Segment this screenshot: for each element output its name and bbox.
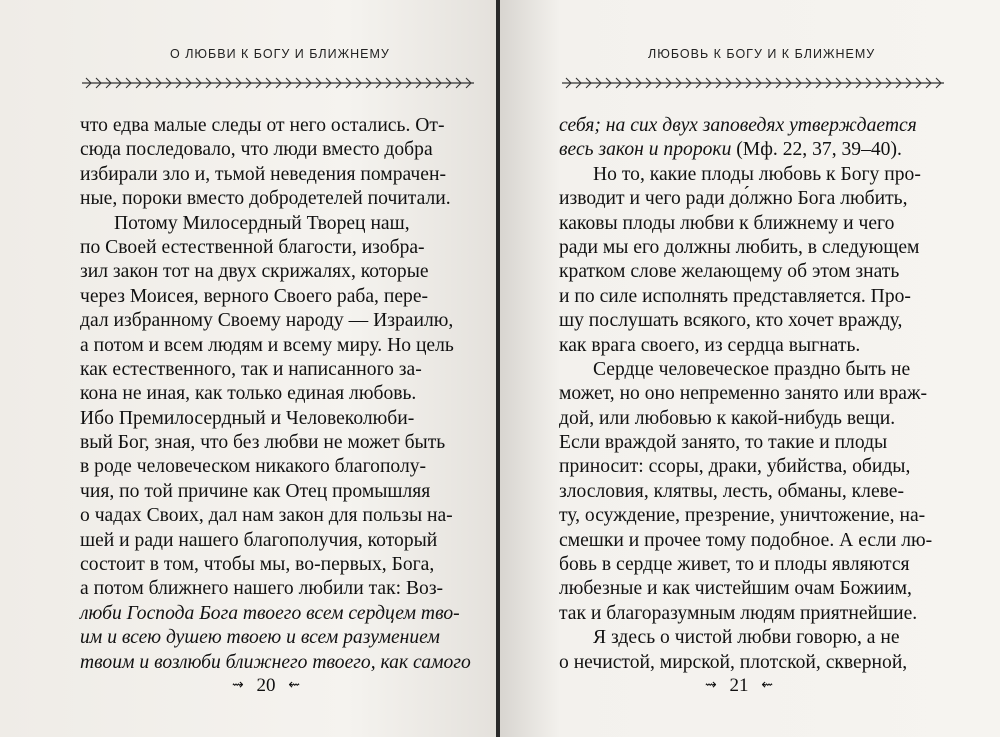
text-line: вый Бог, зная, что без любви не может быть	[80, 432, 446, 454]
text-line: твоим и возлюби ближнего твоего, как самого	[80, 651, 471, 673]
text-line: дал избранному Своему народу — Израилю,	[80, 310, 454, 332]
text-line: в роде человеческом никакого благополу-	[80, 456, 427, 478]
text-line: кратком слове желающему об этом знать	[559, 261, 900, 283]
text-line: Я здесь о чистой любви говорю, а не	[593, 627, 900, 649]
text-line: как врага своего, из сердца выгнать.	[559, 334, 861, 356]
text-line: о чадах Своих, дал нам закон для пользы на-	[80, 505, 453, 527]
text-line: смешки и прочее тому подобное. А если лю-	[559, 529, 933, 551]
text-line: что едва малые следы от него остались. От-	[80, 115, 445, 136]
text-line: состоит в том, чтобы мы, во-первых, Бога,	[80, 554, 435, 576]
text-line: сюда последовало, что люди вместо добра	[80, 139, 433, 161]
page-number: 21	[729, 675, 749, 696]
text-line: ради мы его должны любить, в следующем	[559, 236, 920, 258]
ornament-divider	[80, 76, 476, 90]
page-number: 20	[256, 675, 276, 696]
text-line: кона не иная, как только единая любовь.	[80, 383, 417, 405]
body-text	[80, 114, 480, 675]
folio-arrow-icon: ⇜	[761, 677, 773, 693]
text-line: о нечистой, мирской, плотской, скверной,	[559, 651, 908, 673]
folio-arrow-icon: ⇜	[288, 677, 300, 693]
running-header: О ЛЮБВИ К БОГУ И БЛИЖНЕМУ	[170, 47, 390, 61]
text-line: им и всею душею твоею и всем разумением	[80, 627, 440, 649]
text-line: ные, пороки вместо добродетелей почитали.	[80, 188, 451, 210]
text-line: Потому Милосердный Творец наш,	[114, 212, 410, 234]
text-line: избирали зло и, тьмой неведения помрачен-	[80, 163, 446, 185]
text-line: дой, или любовью к какой-нибудь вещи.	[559, 407, 896, 429]
text-line: а потом и всем людям и всему миру. Но цель	[80, 334, 454, 356]
ornament-divider	[560, 76, 946, 90]
text-line: шу послушать всякого, кто хочет вражду,	[559, 310, 903, 332]
text-line: люби Господа Бога твоего всем сердцем тво-	[80, 602, 460, 624]
text-line: злословия, клятвы, лесть, обманы, клеве-	[559, 480, 904, 502]
text-line: каковы плоды любви к ближнему и чего	[559, 212, 895, 234]
text-line: чия, по той причине как Отец промышляя	[80, 480, 431, 502]
page-number-block	[705, 675, 773, 697]
text-line: как естественного, так и написанного за-	[80, 358, 422, 380]
text-line: Ибо Премилосердный и Человеколюби-	[80, 407, 415, 429]
running-header: ЛЮБОВЬ К БОГУ И К БЛИЖНЕМУ	[648, 47, 876, 61]
text-line: ту, осуждение, презрение, уничтожение, на-	[559, 505, 926, 527]
text-line: приносит: ссоры, драки, убийства, обиды,	[559, 456, 911, 478]
left-page	[0, 0, 498, 737]
text-line: и по силе исполнять представляется. Про-	[559, 285, 911, 307]
text-line: может, но оно непременно занято или враж-	[559, 383, 928, 405]
text-line: изводит и чего ради до́лжно Бога любить,	[559, 188, 908, 210]
right-page	[500, 0, 1000, 737]
text-line: Сердце человеческое праздно быть не	[593, 358, 911, 380]
text-line: зил закон тот на двух скрижалях, которые	[80, 261, 429, 283]
text-line: а потом ближнего нашего любили так: Воз-	[80, 578, 444, 600]
body-text	[559, 114, 951, 675]
text-line: себя; на сих двух заповедях утверждается	[559, 115, 917, 136]
page-number-block	[232, 675, 300, 697]
folio-arrow-icon: ⇝	[232, 677, 244, 693]
text-line: бовь в сердце живет, то и плоды являются	[559, 554, 910, 576]
text-line: весь закон и пророки (Мф. 22, 37, 39–40).	[559, 139, 902, 161]
text-line: шей и ради нашего благополучия, который	[80, 529, 438, 551]
text-line: через Моисея, верного Своего раба, пере-	[80, 285, 429, 307]
text-line: так и благоразумным людям приятнейшие.	[559, 602, 918, 624]
text-line: Но то, какие плоды любовь к Богу про-	[593, 163, 921, 185]
folio-arrow-icon: ⇝	[705, 677, 717, 693]
text-line: любезные и как чистейшим очам Божиим,	[559, 578, 912, 600]
text-line: Если враждой занято, то такие и плоды	[559, 432, 888, 454]
text-line: по Своей естественной благости, изобра-	[80, 236, 425, 258]
